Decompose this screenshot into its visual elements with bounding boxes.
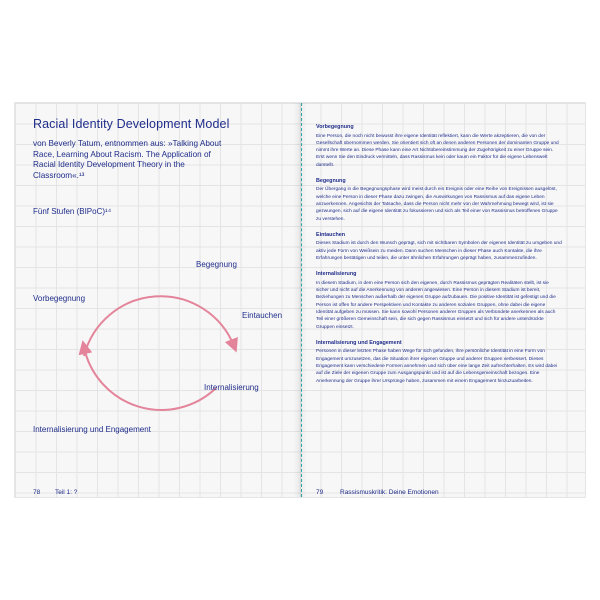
section-heading: Internalisierung und Engagement bbox=[316, 339, 402, 346]
stage-label-begegnung: Begegnung bbox=[196, 260, 237, 269]
gutter-fold bbox=[301, 103, 303, 497]
section-begegnung bbox=[316, 178, 562, 223]
page-title: Racial Identity Development Model bbox=[33, 117, 230, 131]
stage-label-internalisierung-engagement: Internalisierung und Engagement bbox=[33, 425, 151, 434]
section-internalisierung bbox=[316, 271, 562, 331]
section-body: Dieses Stadium ist durch den Wunsch geprägt, sich mit sichtbaren Symbolen der eigenen Identität zu umgeben und aktiv jede Form von Weißsein zu meiden. Dann suchen Menschen in dieser Phase auch Kontakte, die ihre Erfahrungen bestätigen und teilen, die unter ähnlichen Erfahrungen geprägt haben, zusammenzufinden. bbox=[316, 241, 562, 262]
section-vorbegegnung bbox=[316, 124, 562, 169]
section-body: In diesem Stadium, in dem eine Person sich den eigenen, durch Rassismus geprägten Realitäten stellt, ist sie sicher und nicht auf die Anerkennung von anderen angewiesen. Eine Person in diesem Stadium ist bereit, Beziehungen zu Menschen außerhalb der eigenen Gruppe aufzubauen. Die positive Identität ist gefestigt und die Person ist offen für andere Perspektiven und Kontakte zu anderen sozialen Gruppen, ohne dabei die eigene Identität aufgeben zu müssen. Sie kann sowohl Personen anderer Gruppen als Verbündete anerkennen als auch Teil einer größeren Gemeinschaft sein, die sich gegen Rassismus einsetzt und sich für andere unterdrückte Gruppen einsetzt. bbox=[316, 280, 556, 330]
section-internalisierung-engagement bbox=[316, 340, 562, 385]
section-eintauchen bbox=[316, 232, 562, 262]
book-spread bbox=[15, 103, 585, 497]
section-body: Eine Person, die noch nicht bewusst ihre eigene Identität reflektiert, kann die Werte akzeptieren, die von der Gesellschaft übernommen werden. Sie orientiert sich oft an denen anderen Personen der dominanten Gruppe und nimmt ihre Werte an. Diese Phase kann eine Art Nichtübereinstimmung der Zugehörigkeit zu einer Gruppe sein. Erst wenn Sie den Eindruck vermitteln, dass Rassismus kein oder kaum ein Faktor für die eigene Lebenswelt darstellt. bbox=[316, 133, 559, 168]
stage-label-vorbegegnung: Vorbegegnung bbox=[33, 294, 86, 303]
running-footer: Rassismuskritik: Deine Emotionen bbox=[340, 489, 439, 496]
left-page bbox=[15, 103, 300, 497]
cycle-arrow-lower bbox=[84, 347, 216, 410]
section-heading: Vorbegegnung bbox=[316, 124, 354, 130]
stages-heading: Fünf Stufen (BIPoC)¹⁴ bbox=[33, 207, 112, 216]
section-heading: Begegnung bbox=[316, 177, 346, 184]
section-body: Der Übergang in die Begegnungsphase wird meist durch ein Ereignis oder eine Reihe von Ereignissen ausgelöst, welche eine Person in dieser Phase dazu zwingen, die Auswirkungen von Rassismus auf das eigene Leben anzuerkennen. Angesichts der Tatsache, dass die Person nicht mehr von der Wahrnehmung bewegt wird, ist sie gezwungen, sich auf die eigene Identität zu fokussieren und sich als Teil einer von Rassismus betroffenen Gruppe zu verstehen. bbox=[316, 187, 558, 222]
stage-label-internalisierung: Internalisierung bbox=[204, 383, 259, 392]
source-byline: von Beverly Tatum, entnommen aus: »Talking About Race, Learning About Racism. The Application of Racial Identity Development Theory in the Classroom«.¹³ bbox=[33, 139, 222, 180]
page-number: 79 bbox=[316, 489, 324, 496]
page-number: 78 bbox=[33, 489, 41, 496]
section-heading: Internalisierung bbox=[316, 271, 357, 278]
running-footer: Teil 1: ? bbox=[55, 489, 78, 496]
stage-descriptions bbox=[316, 124, 562, 394]
right-page bbox=[300, 103, 585, 497]
stage-label-eintauchen: Eintauchen bbox=[242, 311, 283, 320]
section-body: Personen in dieser letzten Phase haben Wege für sich gefunden, ihre persönliche Identität in eine Form von Engagement umzusetzen, das die Situation ihrer eigenen Gruppe und anderer Gruppen verbessert. Dieses Engagement kann verschiedene Formen annehmen und sich über eine lange Zeit aufrechterhalten. Es wird dabei auf die Ziele der eigenen Gruppe zum Ausgangspunkt und ist auf die Lebensgemeinschaft bezogen. Eine Anerkennung der Gruppe ihrer Ursprünge haben, zusammen mit einem Engagement hinzuzuarbeiten. bbox=[316, 349, 558, 384]
section-heading: Eintauchen bbox=[316, 231, 346, 238]
cycle-arrow-upper bbox=[84, 296, 234, 356]
